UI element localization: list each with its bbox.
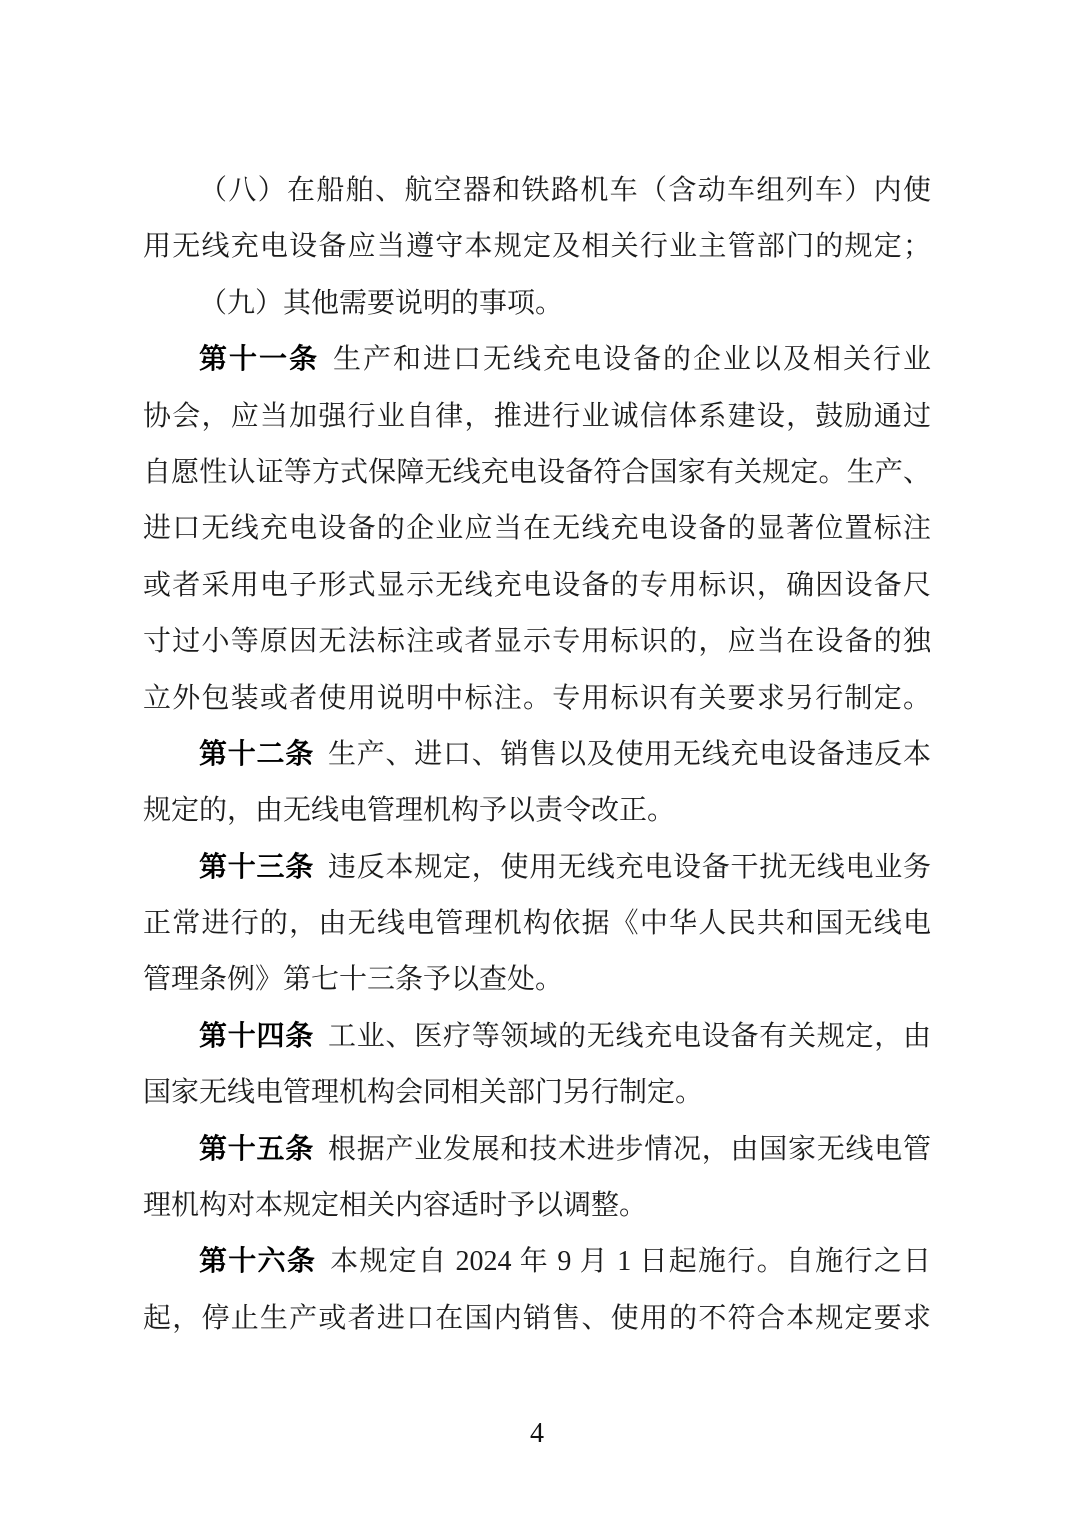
paragraph-text: 生产和进口无线充电设备的企业以及相关行业 [333, 344, 931, 376]
text-line [143, 1122, 931, 1178]
paragraph-text: 违反本规定，使用无线充电设备干扰无线电业务 [328, 851, 931, 883]
text-line [143, 1291, 931, 1347]
paragraph-text: 理机构对本规定相关内容适时予以调整。 [143, 1190, 648, 1222]
text-line [143, 614, 931, 670]
text-line [143, 558, 931, 614]
paragraph-text: 自愿性认证等方式保障无线充电设备符合国家有关规定。生产、 [143, 456, 931, 488]
text-line [143, 389, 931, 445]
text-line [143, 1234, 931, 1290]
paragraph-text: 用无线充电设备应当遵守本规定及相关行业主管部门的规定； [143, 231, 931, 263]
text-line [143, 445, 931, 501]
paragraph-text: （八）在船舶、航空器和铁路机车（含动车组列车）内使 [199, 175, 931, 206]
paragraph-text: 进口无线充电设备的企业应当在无线充电设备的显著位置标注 [143, 513, 931, 545]
text-line [143, 501, 931, 557]
text-line [143, 952, 931, 1008]
paragraph-text: 协会，应当加强行业自律，推进行业诚信体系建设，鼓励通过 [143, 400, 931, 432]
text-line [143, 276, 931, 332]
text-line [143, 783, 931, 839]
page-number: 4 [530, 1418, 544, 1449]
article-number: 第十三条 [199, 851, 314, 883]
text-line [143, 1009, 931, 1065]
paragraph-text: 正常进行的，由无线电管理机构依据《中华人民共和国无线电 [143, 908, 931, 940]
article-number: 第十六条 [199, 1246, 317, 1278]
document-body [143, 163, 931, 1347]
paragraph-text: 国家无线电管理机构会同相关部门另行制定。 [143, 1077, 704, 1109]
text-line [143, 1065, 931, 1121]
article-number: 第十一条 [199, 344, 319, 376]
text-line [143, 896, 931, 952]
text-line [143, 219, 931, 275]
article-number: 第十四条 [199, 1020, 314, 1052]
text-line [143, 163, 931, 219]
text-line [143, 840, 931, 896]
article-number: 第十五条 [199, 1133, 314, 1165]
text-line [143, 332, 931, 388]
paragraph-text: 立外包装或者使用说明中标注。专用标识有关要求另行制定。 [143, 682, 931, 714]
paragraph-text: 或者采用电子形式显示无线充电设备的专用标识，确因设备尺 [143, 569, 931, 601]
text-line [143, 1178, 931, 1234]
paragraph-text: 工业、医疗等领域的无线充电设备有关规定，由 [328, 1020, 931, 1052]
paragraph-text: 寸过小等原因无法标注或者显示专用标识的，应当在设备的独 [143, 626, 931, 658]
text-line [143, 727, 931, 783]
text-line [143, 671, 931, 727]
paragraph-text: 本规定自 2024 年 9 月 1 日起施行。自施行之日 [330, 1246, 931, 1278]
paragraph-text: 生产、进口、销售以及使用无线充电设备违反本 [328, 738, 931, 770]
paragraph-text: 起，停止生产或者进口在国内销售、使用的不符合本规定要求 [143, 1302, 931, 1334]
paragraph-text: 根据产业发展和技术进步情况，由国家无线电管 [328, 1133, 931, 1165]
paragraph-text: 管理条例》第七十三条予以查处。 [143, 964, 564, 996]
article-number: 第十二条 [199, 738, 314, 770]
paragraph-text: （九）其他需要说明的事项。 [199, 287, 564, 319]
paragraph-text: 规定的，由无线电管理机构予以责令改正。 [143, 795, 676, 827]
